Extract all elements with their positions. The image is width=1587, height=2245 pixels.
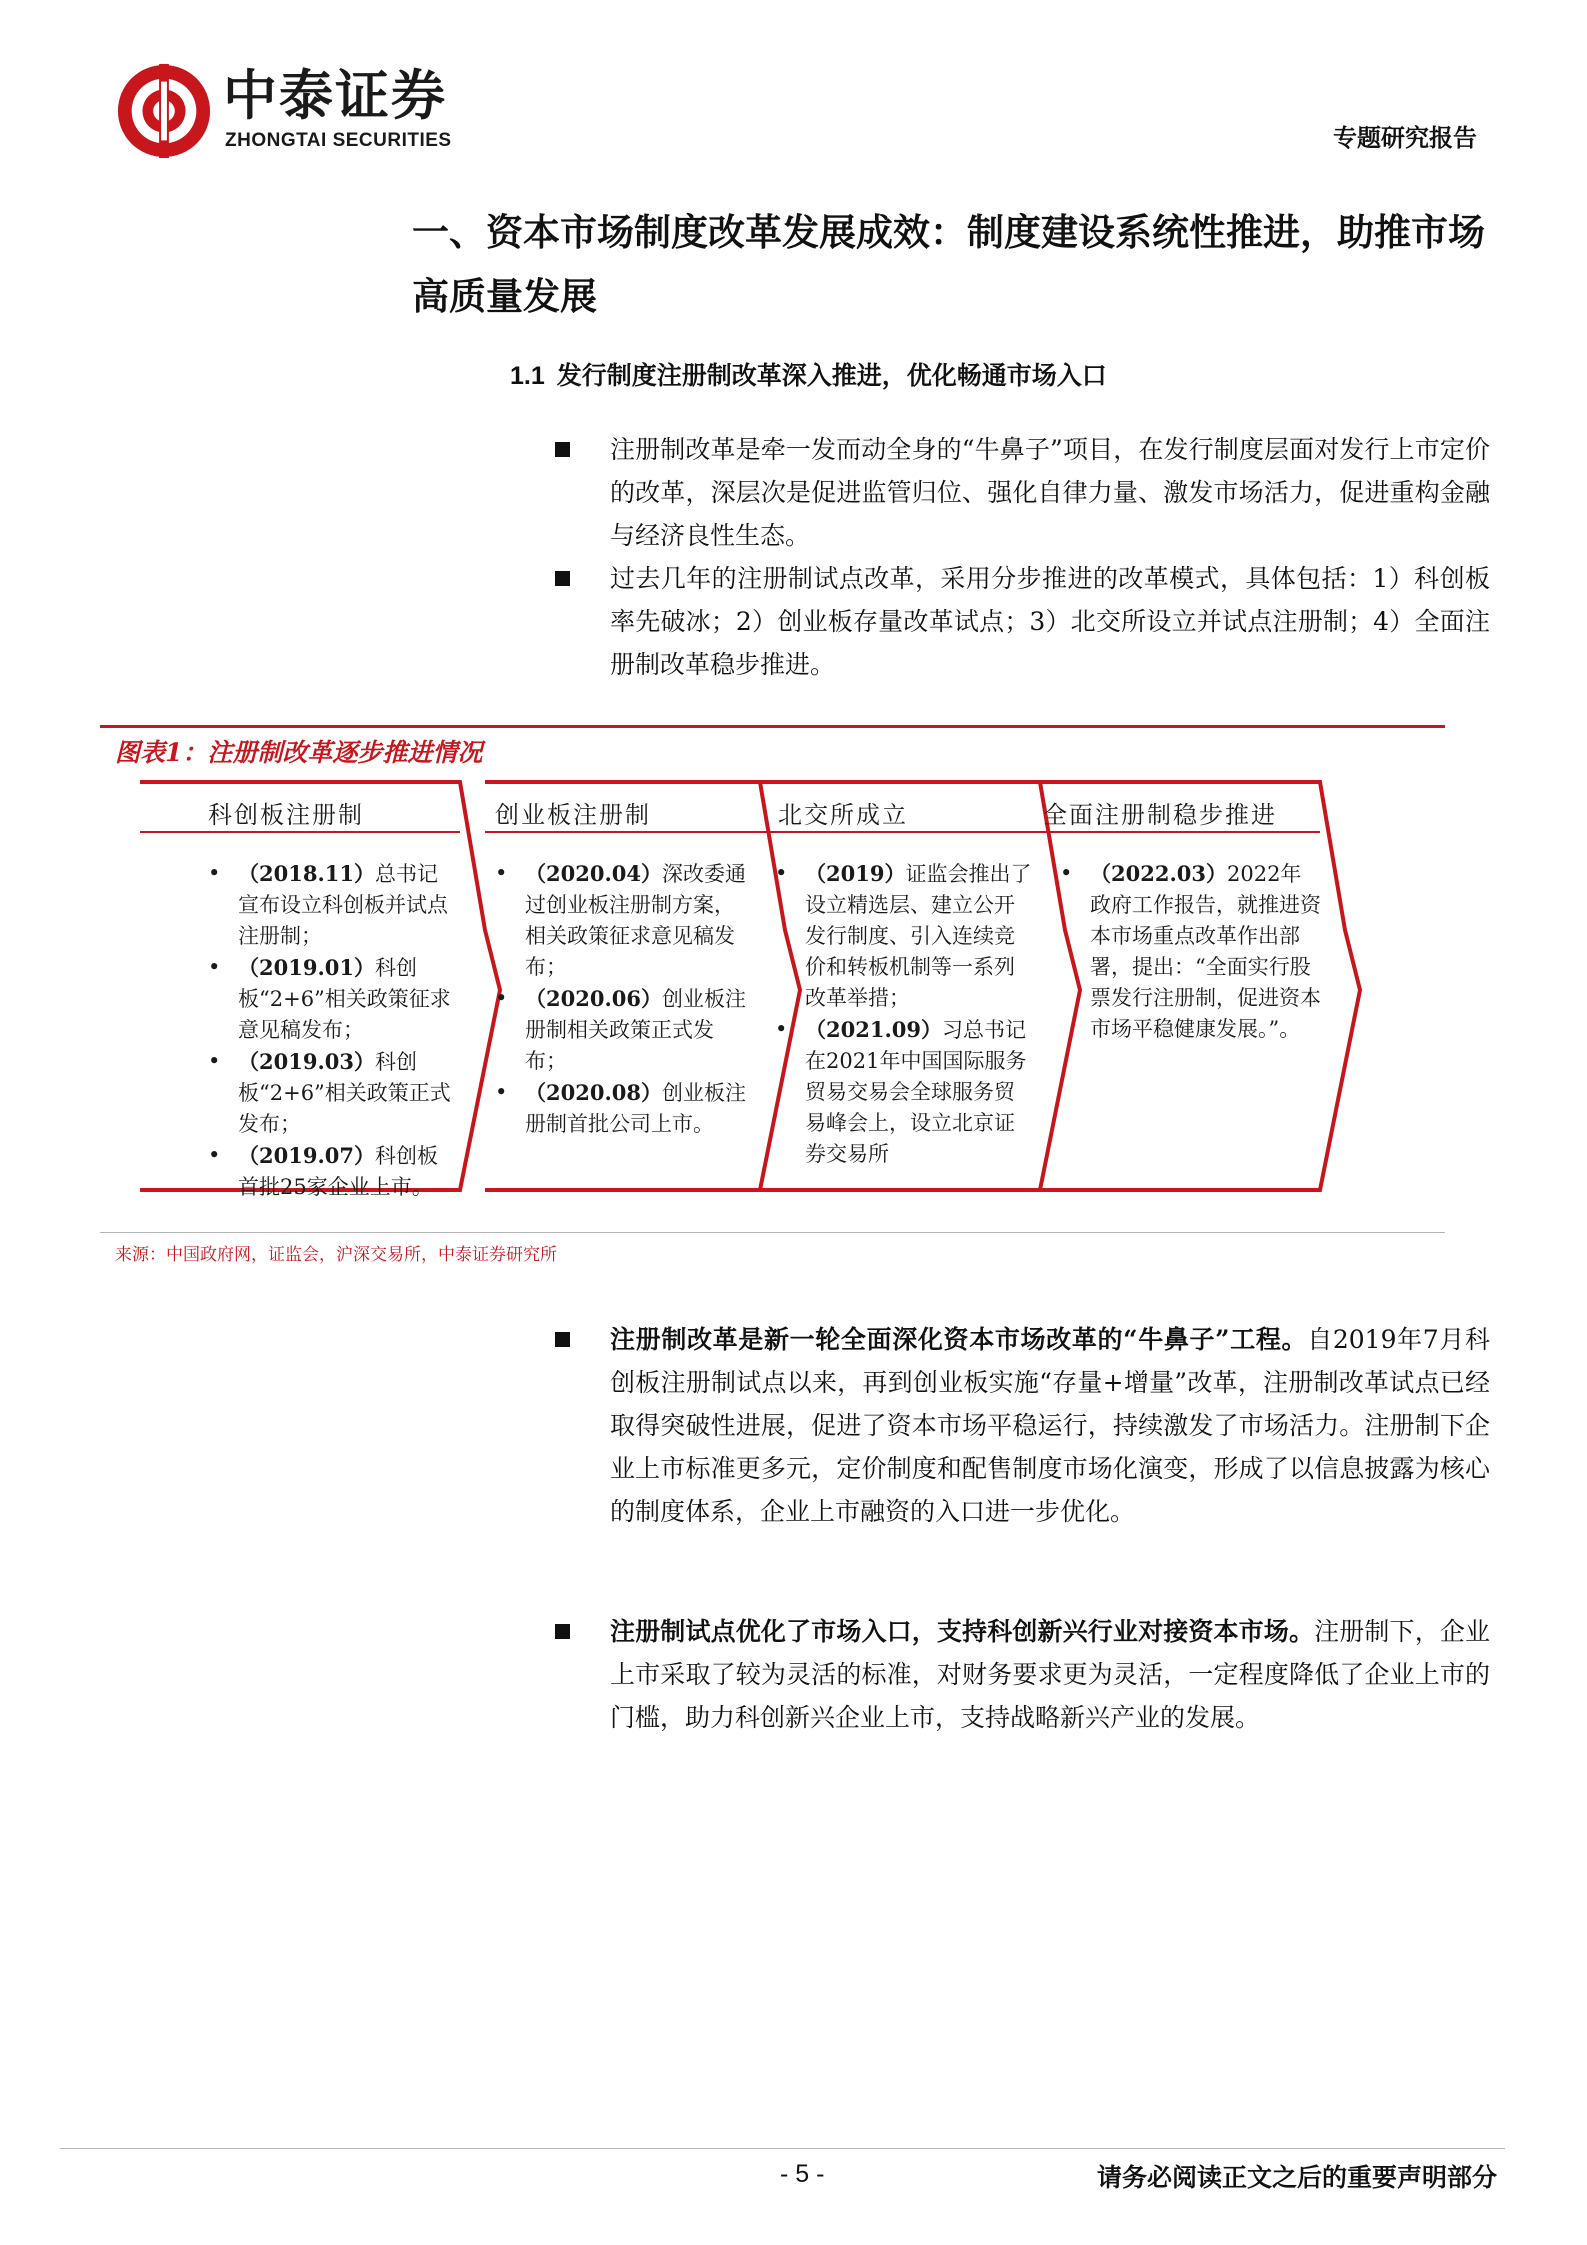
figure-top-rule: [100, 725, 1445, 728]
logo-english-name: ZHONGTAI SECURITIES: [225, 130, 452, 151]
bullet-paragraph: [555, 428, 1490, 557]
stage-header-star-market: 科创板注册制: [208, 801, 364, 829]
bullet-paragraph: [555, 557, 1490, 686]
footer-disclaimer: 请务必阅读正文之后的重要声明部分: [1096, 2163, 1497, 2192]
subsection-number: 1.1: [510, 362, 545, 390]
list-item: • （2021.09）习总书记在2021年中国国际服务贸易交易会全球服务贸易峰会上，设立北京证券交易所: [775, 1014, 1033, 1170]
company-logo: [115, 62, 495, 162]
report-type-label: 专题研究报告: [1333, 123, 1477, 152]
stage-list-chinext: [495, 858, 753, 1140]
list-item: • （2020.04）深改委通过创业板注册制方案，相关政策征求意见稿发布；: [495, 858, 753, 983]
figure-title: 图表1：注册制改革逐步推进情况: [115, 738, 483, 767]
figure-bottom-rule: [100, 1232, 1445, 1233]
list-item: • （2019.07）科创板首批25家企业上市。: [208, 1140, 458, 1203]
stage-header-full-registration: 全面注册制稳步推进: [1043, 801, 1277, 829]
square-bullet-icon: [555, 442, 570, 457]
bullet-paragraph: [555, 1318, 1490, 1533]
figure-source: 来源：中国政府网，证监会，沪深交易所，中泰证券研究所: [115, 1245, 557, 1265]
stage-header-bse: 北交所成立: [778, 801, 908, 829]
stage-list-full-registration: [1060, 858, 1322, 1045]
list-item: • （2018.11）总书记宣布设立科创板并试点注册制；: [208, 858, 458, 952]
bullet-text: 注册制改革是牵一发而动全身的“牛鼻子”项目，在发行制度层面对发行上市定价的改革，深层次是促进监管归位、强化自律力量、激发市场活力，促进重构金融与经济良性生态。: [610, 435, 1490, 550]
bullet-text: 过去几年的注册制试点改革，采用分步推进的改革模式，具体包括：1）科创板率先破冰；2）创业板存量改革试点；3）北交所设立并试点注册制；4）全面注册制改革稳步推进。: [610, 564, 1490, 679]
list-item: • （2020.06）创业板注册制相关政策正式发布；: [495, 983, 753, 1077]
stage-list-bse: [775, 858, 1033, 1170]
list-item: • （2019.01）科创板“2+6”相关政策征求意见稿发布；: [208, 952, 458, 1046]
list-item: • （2022.03）2022年政府工作报告，就推进资本市场重点改革作出部署，提出：“全面实行股票发行注册制，促进资本市场平稳健康发展。”。: [1060, 858, 1322, 1045]
subsection-title: [510, 356, 1107, 392]
bullet-paragraph: [555, 1610, 1490, 1739]
bullet-text: 注册制改革是新一轮全面深化资本市场改革的“牛鼻子”工程。自2019年7月科创板注册制试点以来，再到创业板实施“存量+增量”改革，注册制改革试点已经取得突破性进展，促进了资本市场平稳运行，持续激发了市场活力。注册制下企业上市标准更多元，定价制度和配售制度市场化演变，形成了以信息披露为核心的制度体系，企业上市融资的入口进一步优化。: [610, 1325, 1491, 1526]
zhongtai-logo-icon: [115, 62, 213, 160]
logo-chinese-name: 中泰证券: [223, 64, 447, 127]
list-item: • （2019）证监会推出了设立精选层、建立公开发行制度、引入连续竞价和转板机制等一系列改革举措；: [775, 858, 1033, 1014]
square-bullet-icon: [555, 1624, 570, 1639]
stage-header-chinext: 创业板注册制: [495, 801, 651, 829]
subsection-title-text: 发行制度注册制改革深入推进，优化畅通市场入口: [556, 361, 1107, 390]
footer-rule: [60, 2148, 1505, 2149]
stage-list-star-market: [208, 858, 458, 1203]
list-item: • （2019.03）科创板“2+6”相关政策正式发布；: [208, 1046, 458, 1140]
section-title: 一、资本市场制度改革发展成效：制度建设系统性推进，助推市场高质量发展: [412, 210, 1485, 318]
page-number: - 5 -: [780, 2160, 825, 2188]
list-item: • （2020.08）创业板注册制首批公司上市。: [495, 1077, 753, 1140]
square-bullet-icon: [555, 1332, 570, 1347]
square-bullet-icon: [555, 571, 570, 586]
bullet-text: 注册制试点优化了市场入口，支持科创新兴行业对接资本市场。注册制下，企业上市采取了较为灵活的标准，对财务要求更为灵活，一定程度降低了企业上市的门槛，助力科创新兴企业上市，支持战略新兴产业的发展。: [610, 1617, 1490, 1732]
